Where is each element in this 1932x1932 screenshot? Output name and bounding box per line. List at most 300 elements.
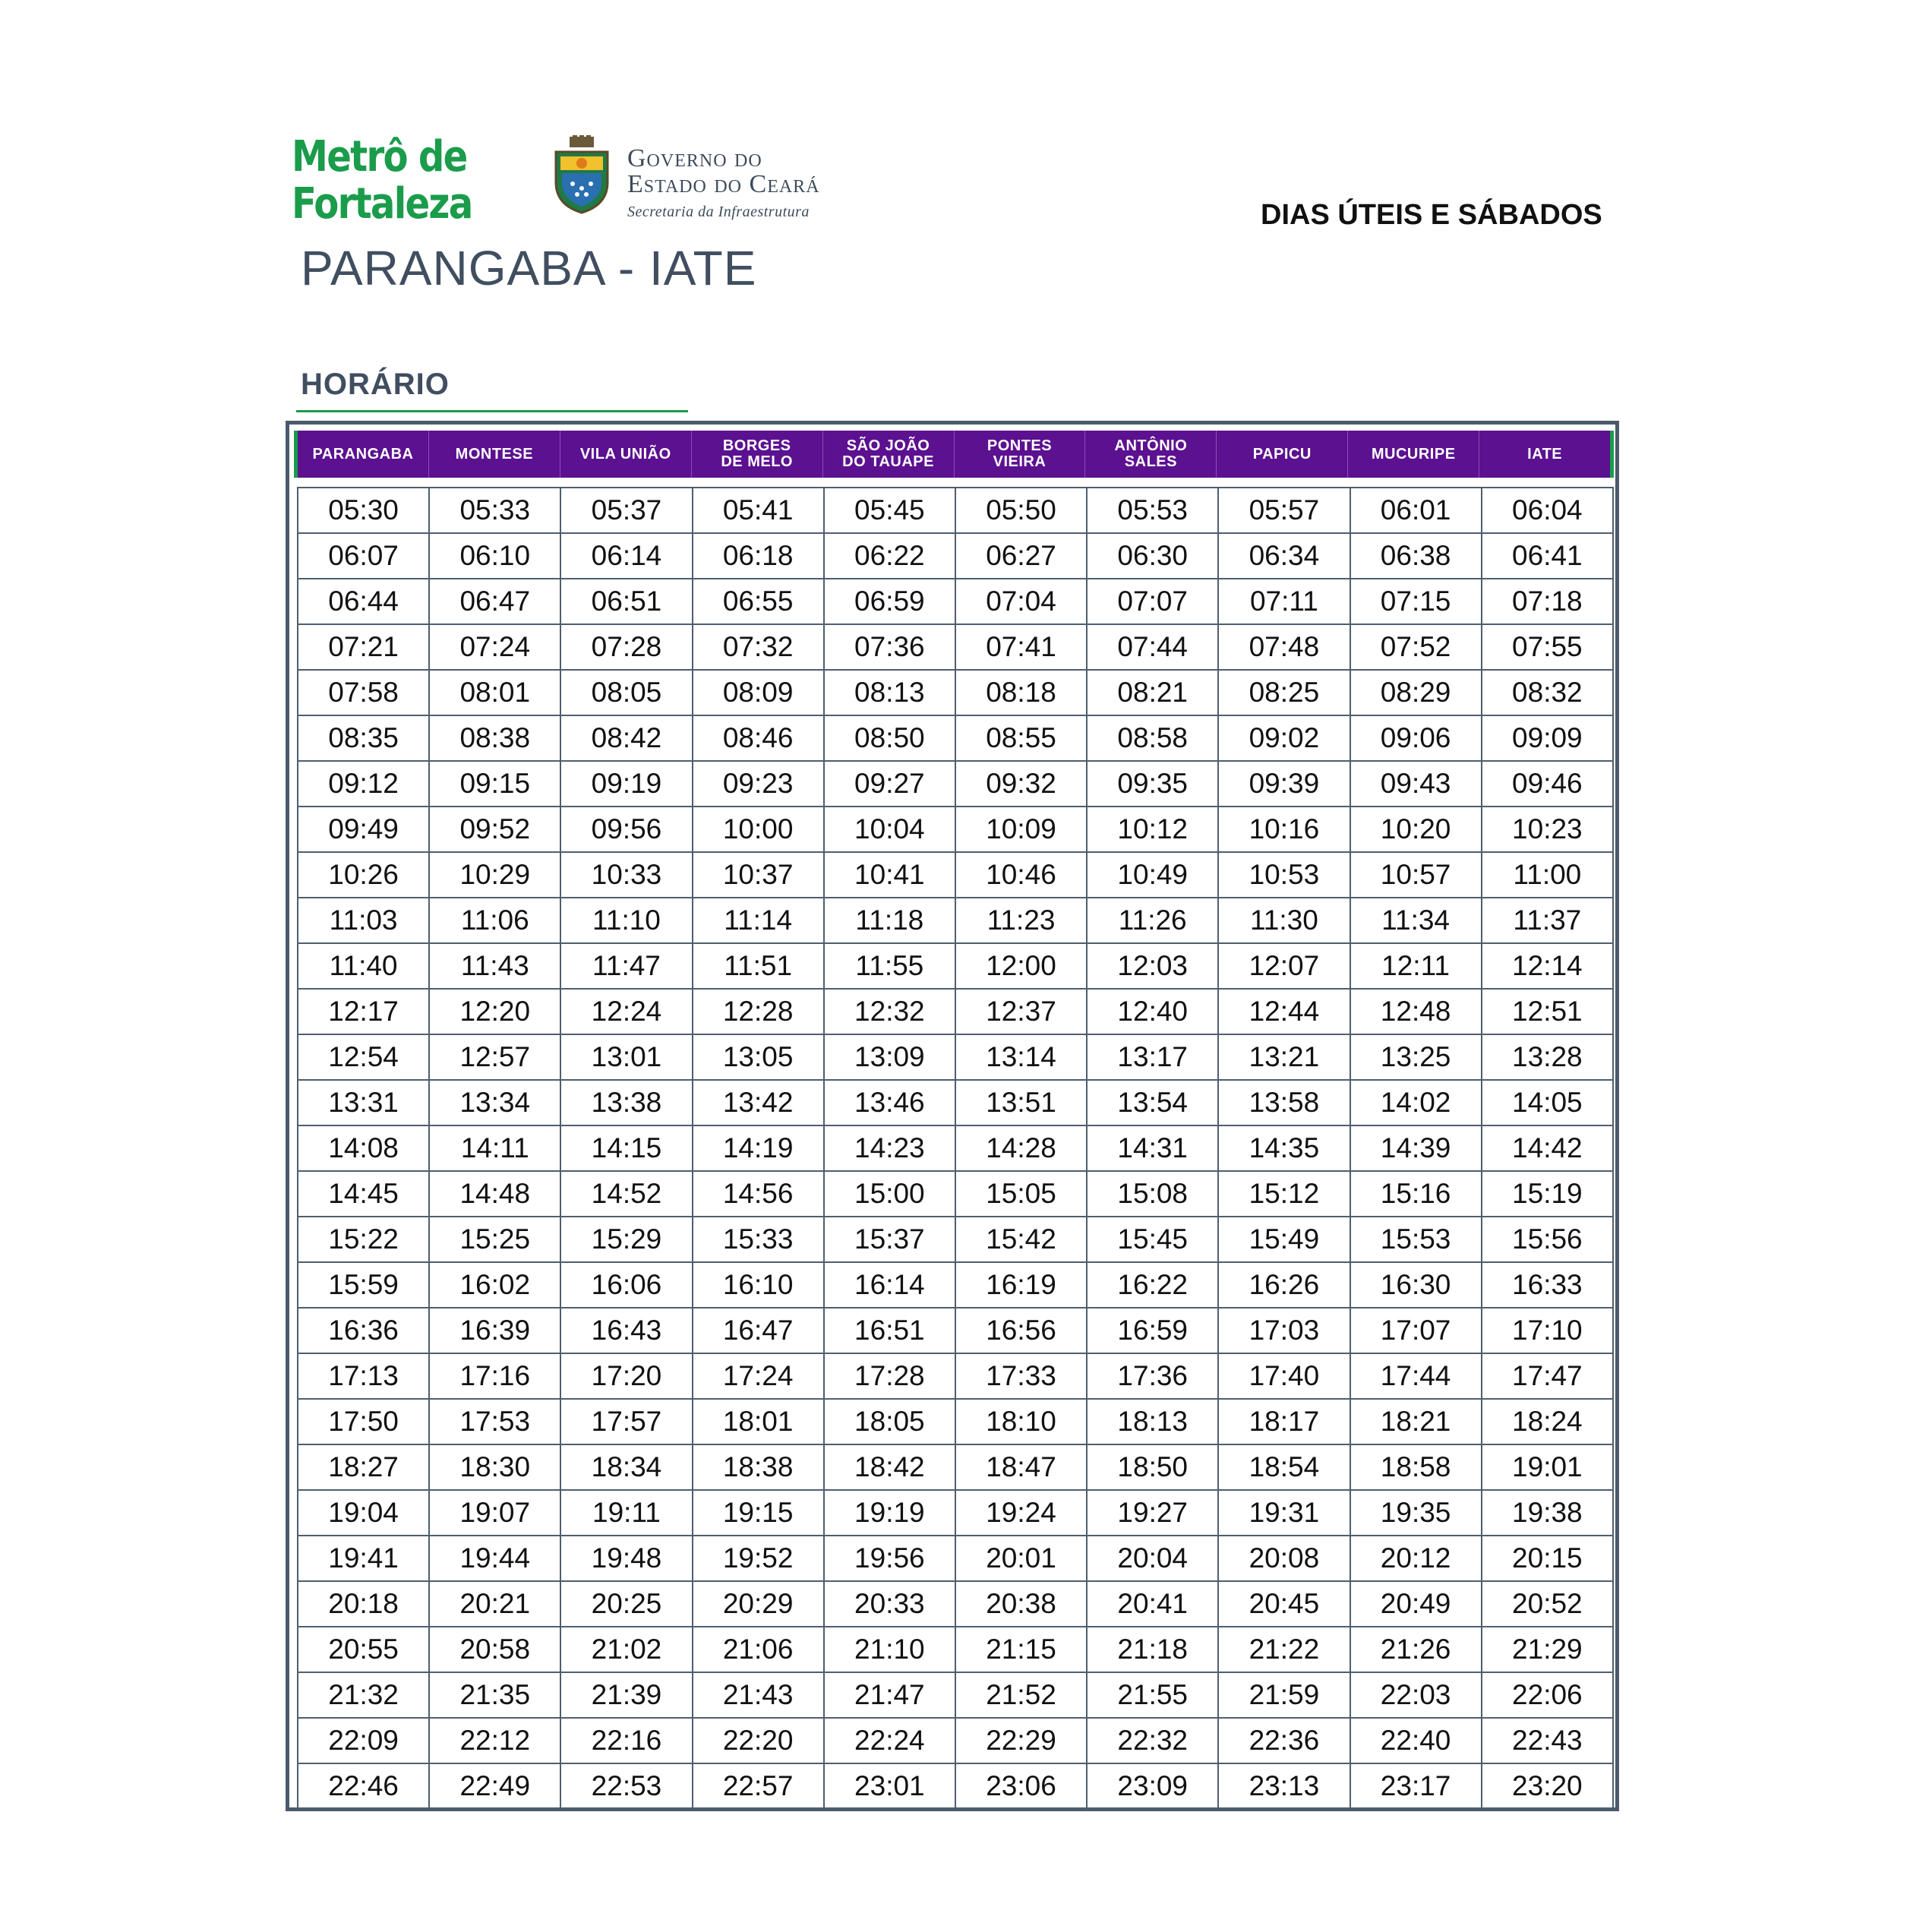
time-cell: 06:04 — [1482, 488, 1613, 533]
time-cell: 14:02 — [1350, 1080, 1482, 1125]
time-cell: 19:35 — [1350, 1490, 1482, 1536]
time-cell: 16:26 — [1218, 1262, 1350, 1308]
time-cell: 17:16 — [429, 1353, 560, 1399]
time-cell: 21:39 — [560, 1672, 692, 1718]
time-cell: 13:05 — [693, 1034, 824, 1080]
table-row — [298, 1308, 1613, 1353]
table-row — [298, 1490, 1613, 1536]
time-cell: 20:58 — [429, 1627, 560, 1672]
time-cell: 18:47 — [955, 1444, 1087, 1490]
table-row — [298, 1672, 1613, 1718]
time-cell: 18:34 — [560, 1444, 692, 1490]
time-cell: 15:22 — [298, 1217, 429, 1262]
time-cell: 10:12 — [1087, 807, 1218, 852]
time-cell: 17:03 — [1218, 1308, 1350, 1353]
column-header: VILA UNIÃO — [560, 431, 692, 478]
time-cell: 10:04 — [824, 807, 955, 852]
time-cell: 14:45 — [298, 1171, 429, 1217]
time-cell: 06:38 — [1350, 533, 1482, 579]
time-cell: 18:05 — [824, 1399, 955, 1444]
time-cell: 20:41 — [1087, 1581, 1218, 1627]
time-cell: 07:24 — [429, 624, 560, 670]
time-cell: 13:28 — [1482, 1034, 1613, 1080]
time-cell: 07:44 — [1087, 624, 1218, 670]
table-row — [298, 1353, 1613, 1399]
time-cell: 18:58 — [1350, 1444, 1482, 1490]
time-cell: 15:19 — [1482, 1171, 1613, 1217]
table-row — [298, 989, 1613, 1034]
time-cell: 22:40 — [1350, 1718, 1482, 1763]
table-row — [298, 1718, 1613, 1763]
line-title: PARANGABA - IATE — [301, 241, 757, 295]
time-cell: 17:28 — [824, 1353, 955, 1399]
time-cell: 12:11 — [1350, 943, 1482, 989]
time-cell: 10:23 — [1482, 807, 1613, 852]
time-cell: 18:24 — [1482, 1399, 1613, 1444]
table-row — [298, 1171, 1613, 1217]
time-cell: 07:11 — [1218, 579, 1350, 624]
section-divider — [296, 410, 688, 412]
time-cell: 14:19 — [693, 1125, 824, 1171]
time-cell: 20:15 — [1482, 1536, 1613, 1581]
table-row — [298, 943, 1613, 989]
government-logo — [550, 135, 869, 234]
time-cell: 09:06 — [1350, 715, 1482, 761]
time-cell: 15:53 — [1350, 1217, 1482, 1262]
time-cell: 16:22 — [1087, 1262, 1218, 1308]
time-cell: 18:42 — [824, 1444, 955, 1490]
time-cell: 08:38 — [429, 715, 560, 761]
time-cell: 05:45 — [824, 488, 955, 533]
time-cell: 18:17 — [1218, 1399, 1350, 1444]
time-cell: 22:43 — [1482, 1718, 1613, 1763]
time-cell: 13:17 — [1087, 1034, 1218, 1080]
time-cell: 17:24 — [693, 1353, 824, 1399]
time-cell: 06:01 — [1350, 488, 1482, 533]
time-cell: 20:45 — [1218, 1581, 1350, 1627]
time-cell: 12:57 — [429, 1034, 560, 1080]
time-cell: 14:48 — [429, 1171, 560, 1217]
table-row — [298, 1034, 1613, 1080]
time-cell: 11:51 — [693, 943, 824, 989]
time-cell: 15:37 — [824, 1217, 955, 1262]
column-header: PARANGABA — [298, 431, 429, 478]
time-cell: 15:25 — [429, 1217, 560, 1262]
time-cell: 11:14 — [693, 898, 824, 943]
time-cell: 17:07 — [1350, 1308, 1482, 1353]
time-cell: 16:59 — [1087, 1308, 1218, 1353]
time-cell: 19:56 — [824, 1536, 955, 1581]
time-cell: 20:33 — [824, 1581, 955, 1627]
time-cell: 09:23 — [693, 761, 824, 807]
time-cell: 14:42 — [1482, 1125, 1613, 1171]
time-cell: 17:40 — [1218, 1353, 1350, 1399]
time-cell: 12:28 — [693, 989, 824, 1034]
time-cell: 09:15 — [429, 761, 560, 807]
time-cell: 20:08 — [1218, 1536, 1350, 1581]
time-cell: 20:25 — [560, 1581, 692, 1627]
time-cell: 12:24 — [560, 989, 692, 1034]
table-row — [298, 715, 1613, 761]
time-cell: 18:01 — [693, 1399, 824, 1444]
time-cell: 21:32 — [298, 1672, 429, 1718]
time-cell: 21:52 — [955, 1672, 1087, 1718]
time-cell: 19:38 — [1482, 1490, 1613, 1536]
time-cell: 16:36 — [298, 1308, 429, 1353]
time-cell: 11:55 — [824, 943, 955, 989]
time-cell: 13:54 — [1087, 1080, 1218, 1125]
time-cell: 19:27 — [1087, 1490, 1218, 1536]
time-cell: 10:20 — [1350, 807, 1482, 852]
time-cell: 12:17 — [298, 989, 429, 1034]
time-cell: 08:42 — [560, 715, 692, 761]
table-row — [298, 761, 1613, 807]
time-cell: 17:47 — [1482, 1353, 1613, 1399]
time-cell: 21:06 — [693, 1627, 824, 1672]
time-cell: 17:57 — [560, 1399, 692, 1444]
time-cell: 14:08 — [298, 1125, 429, 1171]
time-cell: 05:30 — [298, 488, 429, 533]
time-cell: 15:59 — [298, 1262, 429, 1308]
time-cell: 23:06 — [955, 1763, 1087, 1809]
time-cell: 19:44 — [429, 1536, 560, 1581]
time-cell: 19:19 — [824, 1490, 955, 1536]
time-cell: 12:00 — [955, 943, 1087, 989]
time-cell: 21:59 — [1218, 1672, 1350, 1718]
time-cell: 08:58 — [1087, 715, 1218, 761]
time-cell: 05:57 — [1218, 488, 1350, 533]
column-header: PONTES VIEIRA — [955, 431, 1086, 478]
table-row — [298, 533, 1613, 579]
time-cell: 12:20 — [429, 989, 560, 1034]
time-cell: 12:14 — [1482, 943, 1613, 989]
time-cell: 18:30 — [429, 1444, 560, 1490]
time-cell: 22:32 — [1087, 1718, 1218, 1763]
time-cell: 15:12 — [1218, 1171, 1350, 1217]
time-cell: 21:26 — [1350, 1627, 1482, 1672]
time-cell: 16:33 — [1482, 1262, 1613, 1308]
time-cell: 06:22 — [824, 533, 955, 579]
time-cell: 20:49 — [1350, 1581, 1482, 1627]
time-cell: 09:02 — [1218, 715, 1350, 761]
time-cell: 21:22 — [1218, 1627, 1350, 1672]
logo-line-2: Fortaleza — [292, 179, 472, 229]
time-cell: 21:02 — [560, 1627, 692, 1672]
time-cell: 12:40 — [1087, 989, 1218, 1034]
time-cell: 14:52 — [560, 1171, 692, 1217]
time-cell: 06:27 — [955, 533, 1087, 579]
time-cell: 13:42 — [693, 1080, 824, 1125]
time-cell: 13:46 — [824, 1080, 955, 1125]
timetable-grid — [297, 487, 1614, 1810]
time-cell: 12:03 — [1087, 943, 1218, 989]
schedule-days: DIAS ÚTEIS E SÁBADOS — [1261, 199, 1602, 231]
gov-line-2: Estado do Ceará — [627, 170, 820, 198]
time-cell: 13:14 — [955, 1034, 1087, 1080]
table-row — [298, 1262, 1613, 1308]
table-row — [298, 1399, 1613, 1444]
time-cell: 08:09 — [693, 670, 824, 715]
table-row — [298, 807, 1613, 852]
time-cell: 11:23 — [955, 898, 1087, 943]
time-cell: 21:43 — [693, 1672, 824, 1718]
time-cell: 14:31 — [1087, 1125, 1218, 1171]
table-row — [298, 579, 1613, 624]
time-cell: 15:05 — [955, 1171, 1087, 1217]
time-cell: 15:00 — [824, 1171, 955, 1217]
time-cell: 06:59 — [824, 579, 955, 624]
time-cell: 19:15 — [693, 1490, 824, 1536]
time-cell: 07:15 — [1350, 579, 1482, 624]
time-cell: 11:47 — [560, 943, 692, 989]
time-cell: 20:21 — [429, 1581, 560, 1627]
time-cell: 08:13 — [824, 670, 955, 715]
time-cell: 07:04 — [955, 579, 1087, 624]
time-cell: 10:33 — [560, 852, 692, 898]
time-cell: 08:55 — [955, 715, 1087, 761]
time-cell: 09:39 — [1218, 761, 1350, 807]
column-header: IATE — [1527, 445, 1563, 462]
timetable-header — [294, 431, 1614, 478]
logo-line-1: Metrô de — [292, 132, 467, 182]
time-cell: 18:21 — [1350, 1399, 1482, 1444]
time-cell: 14:15 — [560, 1125, 692, 1171]
ceara-coat-of-arms-icon — [550, 135, 614, 214]
time-cell: 11:06 — [429, 898, 560, 943]
time-cell: 11:18 — [824, 898, 955, 943]
time-cell: 14:11 — [429, 1125, 560, 1171]
time-cell: 11:30 — [1218, 898, 1350, 943]
time-cell: 13:25 — [1350, 1034, 1482, 1080]
time-cell: 15:08 — [1087, 1171, 1218, 1217]
time-cell: 08:32 — [1482, 670, 1613, 715]
time-cell: 20:29 — [693, 1581, 824, 1627]
time-cell: 15:45 — [1087, 1217, 1218, 1262]
time-cell: 07:21 — [298, 624, 429, 670]
time-cell: 07:36 — [824, 624, 955, 670]
government-text — [627, 146, 820, 221]
time-cell: 22:57 — [693, 1763, 824, 1809]
time-cell: 19:04 — [298, 1490, 429, 1536]
table-row — [298, 1444, 1613, 1490]
time-cell: 06:30 — [1087, 533, 1218, 579]
column-header: MONTESE — [429, 431, 560, 478]
time-cell: 16:39 — [429, 1308, 560, 1353]
time-cell: 19:07 — [429, 1490, 560, 1536]
time-cell: 17:10 — [1482, 1308, 1613, 1353]
table-row — [298, 852, 1613, 898]
time-cell: 11:03 — [298, 898, 429, 943]
time-cell: 05:41 — [693, 488, 824, 533]
table-row — [298, 1763, 1613, 1809]
time-cell: 22:06 — [1482, 1672, 1613, 1718]
time-cell: 08:29 — [1350, 670, 1482, 715]
time-cell: 16:10 — [693, 1262, 824, 1308]
time-cell: 22:09 — [298, 1718, 429, 1763]
time-cell: 06:10 — [429, 533, 560, 579]
table-row — [298, 1627, 1613, 1672]
gov-line-1: Governo do — [627, 144, 762, 172]
time-cell: 18:38 — [693, 1444, 824, 1490]
time-cell: 17:44 — [1350, 1353, 1482, 1399]
time-cell: 05:33 — [429, 488, 560, 533]
time-cell: 20:18 — [298, 1581, 429, 1627]
gov-secretariat: Secretaria da Infraestrutura — [627, 204, 810, 220]
time-cell: 16:14 — [824, 1262, 955, 1308]
time-cell: 18:13 — [1087, 1399, 1218, 1444]
time-cell: 09:35 — [1087, 761, 1218, 807]
time-cell: 16:02 — [429, 1262, 560, 1308]
time-cell: 08:35 — [298, 715, 429, 761]
time-cell: 09:32 — [955, 761, 1087, 807]
time-cell: 05:53 — [1087, 488, 1218, 533]
table-row — [298, 1536, 1613, 1581]
time-cell: 17:33 — [955, 1353, 1087, 1399]
time-cell: 22:16 — [560, 1718, 692, 1763]
time-cell: 09:43 — [1350, 761, 1482, 807]
time-cell: 12:48 — [1350, 989, 1482, 1034]
column-header: BORGES DE MELO — [692, 431, 823, 478]
time-cell: 21:18 — [1087, 1627, 1218, 1672]
time-cell: 10:46 — [955, 852, 1087, 898]
time-cell: 06:55 — [693, 579, 824, 624]
time-cell: 14:39 — [1350, 1125, 1482, 1171]
column-header: MUCURIPE — [1348, 431, 1479, 478]
time-cell: 22:24 — [824, 1718, 955, 1763]
time-cell: 06:07 — [298, 533, 429, 579]
time-cell: 10:49 — [1087, 852, 1218, 898]
time-cell: 18:27 — [298, 1444, 429, 1490]
time-cell: 17:36 — [1087, 1353, 1218, 1399]
time-cell: 15:29 — [560, 1217, 692, 1262]
time-cell: 17:20 — [560, 1353, 692, 1399]
metro-fortaleza-logo — [292, 134, 472, 228]
table-row — [298, 1125, 1613, 1171]
time-cell: 17:50 — [298, 1399, 429, 1444]
time-cell: 12:37 — [955, 989, 1087, 1034]
time-cell: 07:18 — [1482, 579, 1613, 624]
time-cell: 09:46 — [1482, 761, 1613, 807]
time-cell: 06:14 — [560, 533, 692, 579]
time-cell: 23:09 — [1087, 1763, 1218, 1809]
time-cell: 20:55 — [298, 1627, 429, 1672]
time-cell: 20:52 — [1482, 1581, 1613, 1627]
time-cell: 06:34 — [1218, 533, 1350, 579]
time-cell: 19:41 — [298, 1536, 429, 1581]
table-row — [298, 1080, 1613, 1125]
time-cell: 07:32 — [693, 624, 824, 670]
table-row — [298, 898, 1613, 943]
time-cell: 06:18 — [693, 533, 824, 579]
time-cell: 10:53 — [1218, 852, 1350, 898]
column-header: SÃO JOÃO DO TAUAPE — [823, 431, 955, 478]
time-cell: 10:00 — [693, 807, 824, 852]
time-cell: 08:21 — [1087, 670, 1218, 715]
time-cell: 13:38 — [560, 1080, 692, 1125]
time-cell: 08:46 — [693, 715, 824, 761]
time-cell: 15:42 — [955, 1217, 1087, 1262]
time-cell: 17:13 — [298, 1353, 429, 1399]
time-cell: 12:54 — [298, 1034, 429, 1080]
time-cell: 22:03 — [1350, 1672, 1482, 1718]
time-cell: 05:50 — [955, 488, 1087, 533]
time-cell: 16:47 — [693, 1308, 824, 1353]
time-cell: 06:41 — [1482, 533, 1613, 579]
time-cell: 10:29 — [429, 852, 560, 898]
time-cell: 19:11 — [560, 1490, 692, 1536]
time-cell: 19:52 — [693, 1536, 824, 1581]
time-cell: 16:19 — [955, 1262, 1087, 1308]
time-cell: 15:16 — [1350, 1171, 1482, 1217]
time-cell: 07:41 — [955, 624, 1087, 670]
time-cell: 18:54 — [1218, 1444, 1350, 1490]
timetable — [286, 421, 1619, 1811]
section-label: HORÁRIO — [301, 368, 450, 401]
time-cell: 16:56 — [955, 1308, 1087, 1353]
time-cell: 14:56 — [693, 1171, 824, 1217]
time-cell: 23:17 — [1350, 1763, 1482, 1809]
time-cell: 22:49 — [429, 1763, 560, 1809]
column-header: ANTÔNIO SALES — [1085, 431, 1217, 478]
time-cell: 06:47 — [429, 579, 560, 624]
time-cell: 13:51 — [955, 1080, 1087, 1125]
table-row — [298, 488, 1613, 533]
time-cell: 10:16 — [1218, 807, 1350, 852]
time-cell: 15:49 — [1218, 1217, 1350, 1262]
time-cell: 20:01 — [955, 1536, 1087, 1581]
time-cell: 13:01 — [560, 1034, 692, 1080]
time-cell: 19:31 — [1218, 1490, 1350, 1536]
time-cell: 15:56 — [1482, 1217, 1613, 1262]
time-cell: 07:58 — [298, 670, 429, 715]
time-cell: 20:04 — [1087, 1536, 1218, 1581]
time-cell: 19:48 — [560, 1536, 692, 1581]
time-cell: 22:36 — [1218, 1718, 1350, 1763]
time-cell: 23:01 — [824, 1763, 955, 1809]
time-cell: 21:47 — [824, 1672, 955, 1718]
table-row — [298, 670, 1613, 715]
time-cell: 16:43 — [560, 1308, 692, 1353]
time-cell: 11:00 — [1482, 852, 1613, 898]
time-cell: 23:20 — [1482, 1763, 1613, 1809]
time-cell: 07:48 — [1218, 624, 1350, 670]
time-cell: 12:07 — [1218, 943, 1350, 989]
time-cell: 14:23 — [824, 1125, 955, 1171]
time-cell: 12:51 — [1482, 989, 1613, 1034]
time-cell: 08:50 — [824, 715, 955, 761]
time-cell: 15:33 — [693, 1217, 824, 1262]
time-cell: 11:40 — [298, 943, 429, 989]
time-cell: 21:55 — [1087, 1672, 1218, 1718]
time-cell: 14:05 — [1482, 1080, 1613, 1125]
time-cell: 10:09 — [955, 807, 1087, 852]
time-cell: 11:34 — [1350, 898, 1482, 943]
time-cell: 19:24 — [955, 1490, 1087, 1536]
time-cell: 21:29 — [1482, 1627, 1613, 1672]
time-cell: 09:19 — [560, 761, 692, 807]
time-cell: 10:26 — [298, 852, 429, 898]
time-cell: 07:52 — [1350, 624, 1482, 670]
time-cell: 22:53 — [560, 1763, 692, 1809]
time-cell: 13:34 — [429, 1080, 560, 1125]
time-cell: 08:25 — [1218, 670, 1350, 715]
time-cell: 11:37 — [1482, 898, 1613, 943]
time-cell: 22:12 — [429, 1718, 560, 1763]
table-row — [298, 624, 1613, 670]
time-cell: 08:05 — [560, 670, 692, 715]
time-cell: 22:46 — [298, 1763, 429, 1809]
time-cell: 06:44 — [298, 579, 429, 624]
